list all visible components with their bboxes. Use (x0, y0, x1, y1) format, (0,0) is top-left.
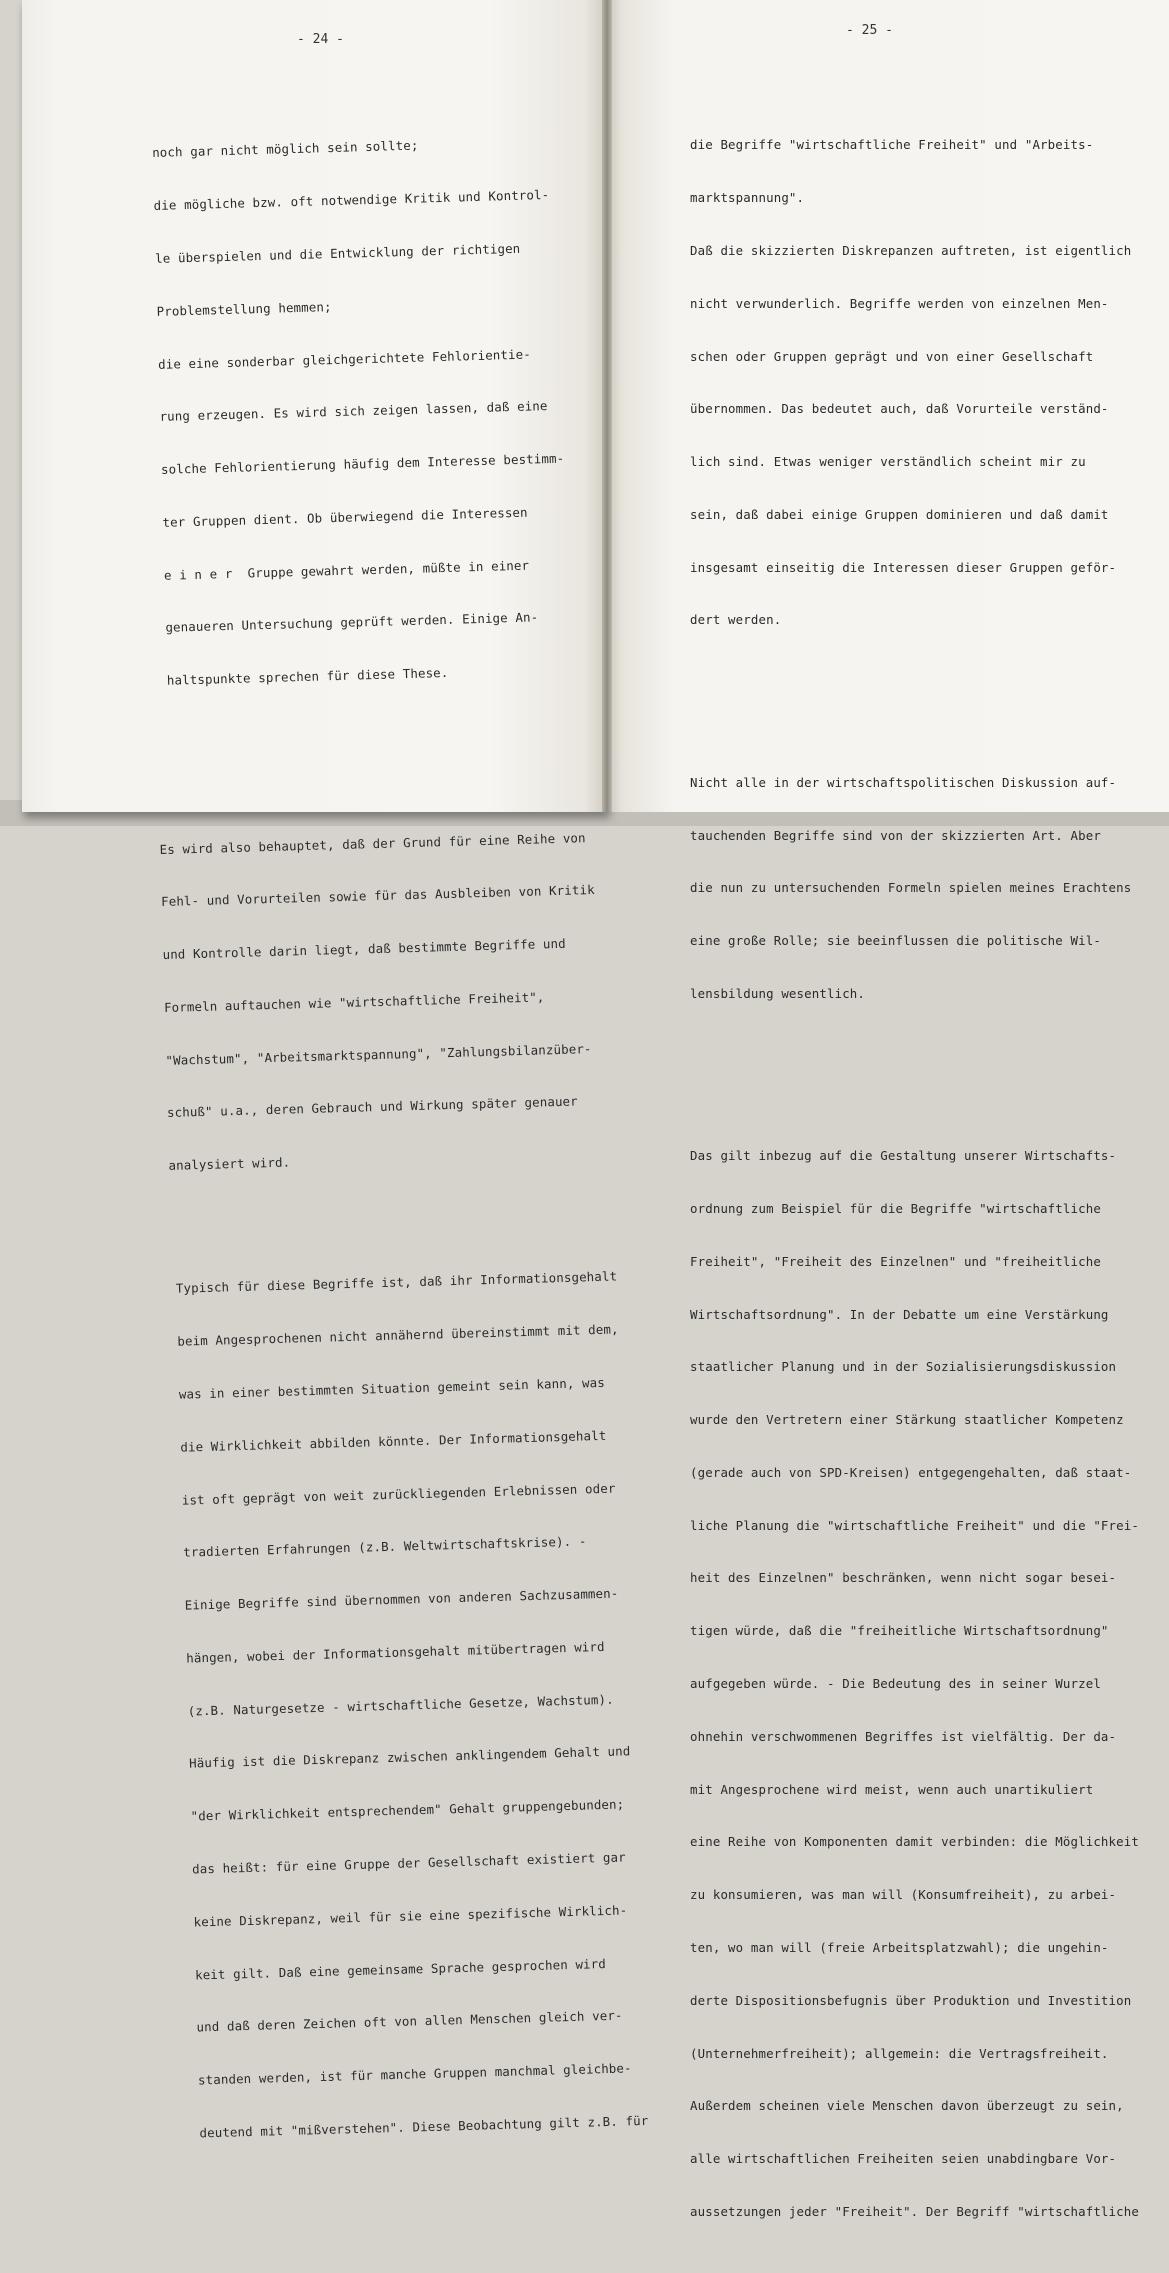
text-line: noch gar nicht möglich sein sollte; (151, 137, 419, 161)
text-line: dert werden. (690, 612, 782, 628)
text-line: rung erzeugen. Es wird sich zeigen lassen, daß eine (159, 398, 548, 425)
text-line: die nun zu untersuchenden Formeln spielen meines Erachtens (690, 880, 1132, 896)
text-line: (Unternehmerfreiheit); allgemein: die Vertragsfreiheit. (690, 2045, 1109, 2061)
text-line: Fehl- und Vorurteilen sowie für das Ausbleiben von Kritik (160, 882, 595, 910)
text-line: Wirtschaftsordnung". In der Debatte um eine Verstärkung (690, 1306, 1109, 1322)
text-line: die Begriffe "wirtschaftliche Freiheit" und "Arbeits- (690, 137, 1094, 153)
text-line: standen werden, ist für manche Gruppen manchmal gleichbe- (197, 2060, 632, 2088)
text-line: Außerdem scheinen viele Menschen davon überzeugt zu sein, (690, 2098, 1124, 2114)
text-line: hängen, wobei der Informationsgehalt mitübertragen wird (186, 1638, 605, 1666)
text-line: (gerade auch von SPD-Kreisen) entgegengehalten, daß staat- (690, 1464, 1132, 1480)
text-line: (z.B. Naturgesetze - wirtschaftliche Gesetze, Wachstum). (187, 1691, 614, 1719)
text-line: aussetzungen jeder "Freiheit". Der Begriff "wirtschaftliche (690, 2203, 1139, 2219)
text-line: ten, wo man will (freie Arbeitsplatzwahl); die ungehin- (690, 1939, 1109, 1955)
text-line: eine Reihe von Komponenten damit verbinden: die Möglichkeit (690, 1834, 1139, 1850)
text-line: und daß deren Zeichen oft von allen Menschen gleich ver- (196, 2007, 623, 2035)
text-line: ohnehin verschwommenen Begriffes ist vielfältig. Der da- (690, 1728, 1117, 1744)
text-line: Daß die skizzierten Diskrepanzen auftreten, ist eigentlich (690, 242, 1132, 258)
text-line: was in einer bestimmten Situation gemeint sein kann, was (178, 1374, 606, 1402)
text-line: Häufig ist die Diskrepanz zwischen anklingendem Gehalt und (188, 1743, 631, 1771)
right-page-text (690, 66, 1139, 2273)
paragraph (690, 101, 1139, 664)
text-line: Das gilt inbezug auf die Gestaltung unserer Wirtschafts- (690, 1148, 1117, 1164)
text-line: nicht verwunderlich. Begriffe werden von einzelnen Men- (690, 295, 1109, 311)
text-line: übernommen. Das bedeutet auch, daß Vorurteile verständ- (690, 401, 1109, 417)
text-line: das heißt: für eine Gruppe der Gesellschaft existiert gar (191, 1849, 626, 1877)
text-line: die eine sonderbar gleichgerichtete Fehlorientie- (157, 345, 532, 372)
text-line: schen oder Gruppen geprägt und von einer Gesellschaft (690, 348, 1094, 364)
text-line: deutend mit "mißverstehen". Diese Beobachtung gilt z.B. für (199, 2112, 649, 2141)
text-line: solche Fehlorientierung häufig dem Interesse bestimm- (160, 450, 565, 477)
text-line: keit gilt. Daß eine gemeinsame Sprache gesprochen wird (194, 1955, 607, 1983)
paragraph (151, 97, 609, 725)
text-line: Einige Begriffe sind übernommen von anderen Sachzusammen- (184, 1585, 619, 1613)
text-line: heit des Einzelnen" beschränken, wenn nicht sogar besei- (690, 1570, 1117, 1586)
text-line: Freiheit", "Freiheit des Einzelnen" und "freiheitliche (690, 1253, 1101, 1269)
text-line: ist oft geprägt von weit zurückliegenden Erlebnissen oder (181, 1480, 616, 1508)
text-line: Formeln auftauchen wie "wirtschaftliche Freiheit", (163, 989, 545, 1015)
text-line: tradierten Erfahrungen (z.B. Weltwirtschaftskrise). - (183, 1533, 587, 1560)
text-line: marktspannung". (690, 190, 805, 206)
text-line: lich sind. Etwas weniger verständlich scheint mir zu (690, 454, 1086, 470)
text-line: die Wirklichkeit abbilden könnte. Der Informationsgehalt (180, 1427, 607, 1455)
text-line: insgesamt einseitig die Interessen dieser Gruppen geför- (690, 559, 1117, 575)
text-line: wurde den Vertretern einer Stärkung staatlicher Kompetenz (690, 1412, 1124, 1428)
text-line: beim Angesprochenen nicht annähernd übereinstimmt mit dem, (177, 1321, 619, 1349)
text-line: Nicht alle in der wirtschaftspolitischen Diskussion auf- (690, 774, 1117, 790)
text-line: tigen würde, daß die "freiheitliche Wirtschaftsordnung" (690, 1623, 1109, 1639)
text-line: die mögliche bzw. oft notwendige Kritik und Kontrol- (153, 187, 550, 214)
text-line: ter Gruppen dient. Ob überwiegend die Interessen (162, 504, 528, 530)
text-line: e i n e r Gruppe gewahrt werden, müßte in einer (163, 557, 530, 583)
text-line: "der Wirklichkeit entsprechendem" Gehalt gruppengebunden; (190, 1796, 625, 1824)
left-page-text (150, 62, 650, 2195)
text-line: und Kontrolle darin liegt, daß bestimmte Begriffe und (162, 935, 566, 963)
left-page-number: - 24 - (297, 32, 344, 47)
text-line: analysiert wird. (168, 1154, 291, 1174)
text-line: Typisch für diese Begriffe ist, daß ihr Informationsgehalt (175, 1268, 618, 1297)
text-line: tauchenden Begriffe sind von der skizzierten Art. Aber (690, 827, 1101, 843)
paragraph (690, 1112, 1139, 2256)
text-line: haltspunkte sprechen für diese These. (166, 665, 449, 688)
text-line: "Wachstum", "Arbeitsmarktspannung", "Zahlungsbilanzüber- (165, 1040, 592, 1068)
text-line: eine große Rolle; sie beeinflussen die politische Wil- (690, 933, 1101, 949)
text-line: ordnung zum Beispiel für die Begriffe "wirtschaftliche (690, 1201, 1101, 1216)
paragraph (175, 1232, 650, 2177)
text-line: schuß" u.a., deren Gebrauch und Wirkung später genauer (166, 1093, 579, 1121)
text-line: alle wirtschaftlichen Freiheiten seien unabdingbare Vor- (690, 2151, 1117, 2167)
right-page-number: - 25 - (846, 23, 893, 38)
text-line: genaueren Untersuchung geprüft werden. Einige An- (165, 609, 539, 636)
text-line: sein, daß dabei einige Gruppen dominieren und daß damit (690, 506, 1109, 522)
text-line: Es wird also behauptet, daß der Grund für eine Reihe von (159, 829, 586, 857)
text-line: Problemstellung hemmen; (156, 298, 332, 319)
text-line: le überspielen und die Entwicklung der richtigen (154, 240, 521, 266)
text-line: staatlicher Planung und in der Sozialisierungsdiskussion (690, 1359, 1117, 1375)
text-line: keine Diskrepanz, weil für sie eine spezifische Wirklich- (193, 1902, 628, 1930)
text-line: mit Angesprochene wird meist, wenn auch unartikuliert (690, 1781, 1094, 1797)
text-line: lensbildung wesentlich. (690, 985, 866, 1001)
paragraph (158, 793, 622, 1210)
text-line: aufgegeben würde. - Die Bedeutung des in seiner Wurzel (690, 1676, 1101, 1692)
text-line: liche Planung die "wirtschaftliche Freiheit" und die "Frei- (690, 1517, 1139, 1533)
text-line: zu konsumieren, was man will (Konsumfreiheit), zu arbei- (690, 1887, 1117, 1903)
text-line: derte Dispositionsbefugnis über Produktion und Investition (690, 1992, 1132, 2008)
paragraph (690, 739, 1139, 1038)
